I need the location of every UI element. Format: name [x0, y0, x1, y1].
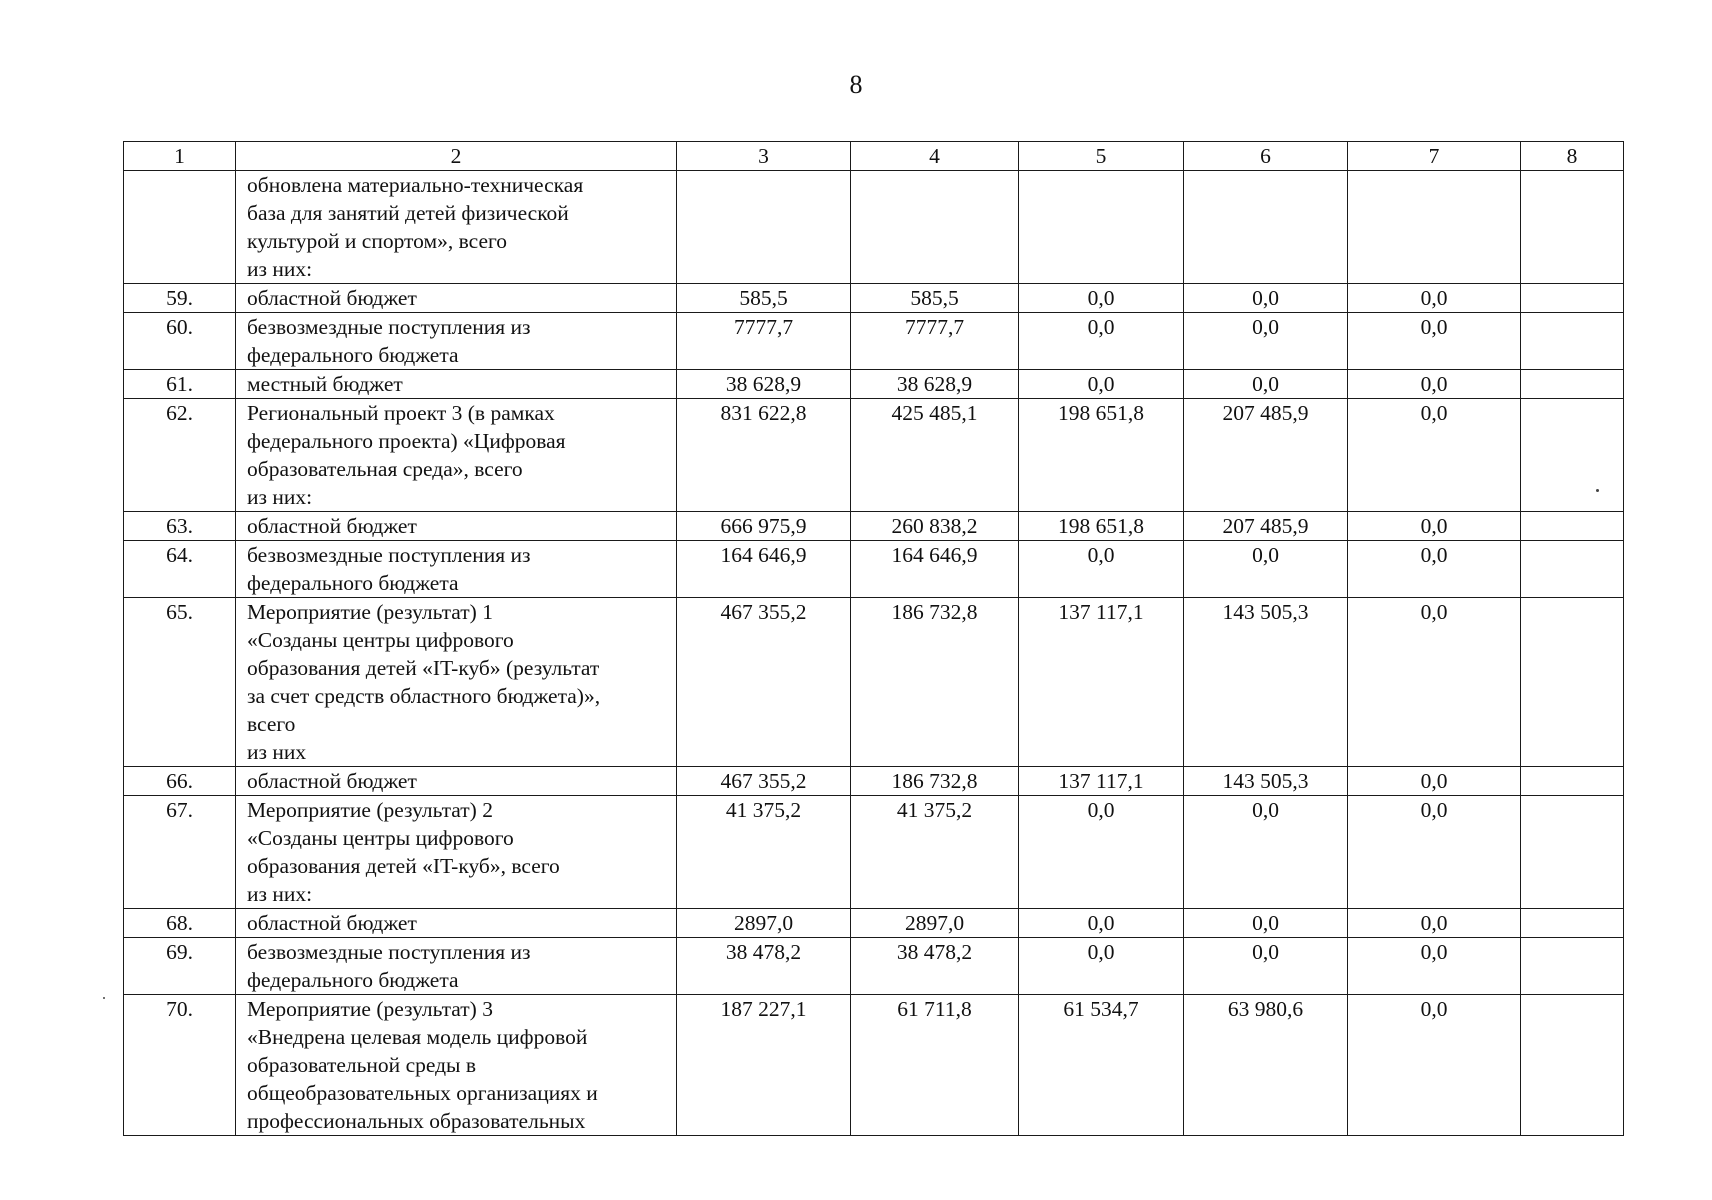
value-cell-4: 186 732,8 [851, 767, 1019, 796]
value-cell-5: 0,0 [1019, 284, 1184, 313]
row-description [236, 284, 677, 313]
table-row [124, 796, 1624, 909]
description-line: областной бюджет [247, 514, 417, 538]
row-number: 60. [124, 313, 236, 370]
description-line: федерального бюджета [247, 968, 459, 992]
value-cell-3: 467 355,2 [677, 767, 851, 796]
value-cell-8 [1521, 938, 1624, 995]
column-header: 6 [1184, 142, 1348, 171]
value-cell-5: 0,0 [1019, 313, 1184, 370]
description-line: образовательной среды в [247, 1053, 477, 1077]
value-cell-6: 63 980,6 [1184, 995, 1348, 1136]
description-line: федерального бюджета [247, 343, 459, 367]
value-cell-5: 198 651,8 [1019, 512, 1184, 541]
row-description [236, 399, 677, 512]
value-cell-4: 585,5 [851, 284, 1019, 313]
description-line: всего [247, 712, 296, 736]
value-cell-7: 0,0 [1348, 399, 1521, 512]
budget-table [123, 141, 1624, 1136]
row-description [236, 171, 677, 284]
table-row [124, 598, 1624, 767]
value-cell-5: 198 651,8 [1019, 399, 1184, 512]
value-cell-5: 61 534,7 [1019, 995, 1184, 1136]
column-header: 2 [236, 142, 677, 171]
value-cell-3: 38 628,9 [677, 370, 851, 399]
description-line: общеобразовательных организациях и [247, 1081, 598, 1105]
value-cell-3: 7777,7 [677, 313, 851, 370]
value-cell-6 [1184, 171, 1348, 284]
row-description [236, 938, 677, 995]
row-number: 61. [124, 370, 236, 399]
column-header: 5 [1019, 142, 1184, 171]
value-cell-6: 0,0 [1184, 909, 1348, 938]
description-line: безвозмездные поступления из [247, 315, 531, 339]
value-cell-8 [1521, 512, 1624, 541]
scan-speck [1596, 489, 1599, 492]
value-cell-5 [1019, 171, 1184, 284]
row-description [236, 796, 677, 909]
description-line: областной бюджет [247, 769, 417, 793]
value-cell-3: 467 355,2 [677, 598, 851, 767]
value-cell-4: 425 485,1 [851, 399, 1019, 512]
description-line: из них: [247, 882, 313, 906]
table-row [124, 938, 1624, 995]
row-number: 66. [124, 767, 236, 796]
value-cell-5: 137 117,1 [1019, 767, 1184, 796]
value-cell-4 [851, 171, 1019, 284]
description-line: «Созданы центры цифрового [247, 628, 514, 652]
description-line: обновлена материально-техническая [247, 173, 584, 197]
description-line: за счет средств областного бюджета)», [247, 684, 601, 708]
value-cell-8 [1521, 399, 1624, 512]
description-line: Региональный проект 3 (в рамках [247, 401, 555, 425]
value-cell-6: 143 505,3 [1184, 767, 1348, 796]
value-cell-6: 0,0 [1184, 796, 1348, 909]
row-description [236, 909, 677, 938]
value-cell-6: 0,0 [1184, 284, 1348, 313]
value-cell-4: 186 732,8 [851, 598, 1019, 767]
value-cell-4: 41 375,2 [851, 796, 1019, 909]
description-line: федерального бюджета [247, 571, 459, 595]
description-line: из них [247, 740, 307, 764]
description-line: безвозмездные поступления из [247, 543, 531, 567]
table-body [124, 142, 1624, 1136]
description-line: «Внедрена целевая модель цифровой [247, 1025, 588, 1049]
description-line: культурой и спортом», всего [247, 229, 508, 253]
description-line: профессиональных образовательных [247, 1109, 586, 1133]
table-row [124, 370, 1624, 399]
row-number: 63. [124, 512, 236, 541]
value-cell-7: 0,0 [1348, 796, 1521, 909]
description-line: «Созданы центры цифрового [247, 826, 514, 850]
value-cell-6: 143 505,3 [1184, 598, 1348, 767]
row-description [236, 767, 677, 796]
row-description [236, 512, 677, 541]
table-row [124, 512, 1624, 541]
value-cell-8 [1521, 767, 1624, 796]
description-line: из них: [247, 485, 313, 509]
row-number: 68. [124, 909, 236, 938]
value-cell-8 [1521, 313, 1624, 370]
value-cell-7: 0,0 [1348, 313, 1521, 370]
value-cell-4: 38 478,2 [851, 938, 1019, 995]
value-cell-7: 0,0 [1348, 512, 1521, 541]
value-cell-5: 0,0 [1019, 541, 1184, 598]
value-cell-5: 0,0 [1019, 938, 1184, 995]
table-row [124, 313, 1624, 370]
value-cell-4: 61 711,8 [851, 995, 1019, 1136]
value-cell-3: 585,5 [677, 284, 851, 313]
column-header: 3 [677, 142, 851, 171]
row-number: 64. [124, 541, 236, 598]
row-description [236, 313, 677, 370]
value-cell-8 [1521, 284, 1624, 313]
row-number [124, 171, 236, 284]
description-line: областной бюджет [247, 286, 417, 310]
value-cell-6: 0,0 [1184, 313, 1348, 370]
value-cell-8 [1521, 995, 1624, 1136]
value-cell-7: 0,0 [1348, 938, 1521, 995]
value-cell-8 [1521, 171, 1624, 284]
value-cell-3: 831 622,8 [677, 399, 851, 512]
value-cell-7 [1348, 171, 1521, 284]
description-line: образования детей «IT-куб» (результат [247, 656, 600, 680]
value-cell-7: 0,0 [1348, 284, 1521, 313]
value-cell-3: 164 646,9 [677, 541, 851, 598]
value-cell-5: 0,0 [1019, 370, 1184, 399]
row-number: 70. [124, 995, 236, 1136]
value-cell-7: 0,0 [1348, 598, 1521, 767]
table-row [124, 399, 1624, 512]
row-number: 65. [124, 598, 236, 767]
value-cell-8 [1521, 370, 1624, 399]
value-cell-6: 0,0 [1184, 938, 1348, 995]
page-number: 8 [849, 70, 863, 99]
value-cell-4: 260 838,2 [851, 512, 1019, 541]
value-cell-8 [1521, 541, 1624, 598]
value-cell-3: 187 227,1 [677, 995, 851, 1136]
description-line: образовательная среда», всего [247, 457, 523, 481]
row-number: 62. [124, 399, 236, 512]
value-cell-8 [1521, 909, 1624, 938]
scan-speck [103, 997, 105, 999]
row-number: 59. [124, 284, 236, 313]
value-cell-4: 164 646,9 [851, 541, 1019, 598]
value-cell-3 [677, 171, 851, 284]
row-description [236, 541, 677, 598]
table-row [124, 909, 1624, 938]
description-line: из них: [247, 257, 313, 281]
column-header: 4 [851, 142, 1019, 171]
value-cell-5: 0,0 [1019, 909, 1184, 938]
description-line: образования детей «IT-куб», всего [247, 854, 560, 878]
description-line: база для занятий детей физической [247, 201, 569, 225]
description-line: областной бюджет [247, 911, 417, 935]
value-cell-7: 0,0 [1348, 370, 1521, 399]
row-description [236, 995, 677, 1136]
value-cell-8 [1521, 598, 1624, 767]
value-cell-3: 38 478,2 [677, 938, 851, 995]
row-description [236, 370, 677, 399]
value-cell-3: 2897,0 [677, 909, 851, 938]
value-cell-6: 207 485,9 [1184, 399, 1348, 512]
row-description [236, 598, 677, 767]
value-cell-6: 207 485,9 [1184, 512, 1348, 541]
table-row [124, 767, 1624, 796]
row-number: 69. [124, 938, 236, 995]
value-cell-3: 666 975,9 [677, 512, 851, 541]
description-line: местный бюджет [247, 372, 403, 396]
value-cell-7: 0,0 [1348, 541, 1521, 598]
description-line: федерального проекта) «Цифровая [247, 429, 566, 453]
value-cell-4: 2897,0 [851, 909, 1019, 938]
value-cell-7: 0,0 [1348, 767, 1521, 796]
value-cell-3: 41 375,2 [677, 796, 851, 909]
row-number: 67. [124, 796, 236, 909]
table-row [124, 995, 1624, 1136]
value-cell-6: 0,0 [1184, 370, 1348, 399]
value-cell-5: 0,0 [1019, 796, 1184, 909]
value-cell-4: 38 628,9 [851, 370, 1019, 399]
value-cell-7: 0,0 [1348, 995, 1521, 1136]
value-cell-5: 137 117,1 [1019, 598, 1184, 767]
description-line: Мероприятие (результат) 2 [247, 798, 493, 822]
table-row [124, 541, 1624, 598]
table-header-row [124, 142, 1624, 171]
value-cell-4: 7777,7 [851, 313, 1019, 370]
value-cell-8 [1521, 796, 1624, 909]
value-cell-6: 0,0 [1184, 541, 1348, 598]
table-row [124, 171, 1624, 284]
column-header: 7 [1348, 142, 1521, 171]
description-line: безвозмездные поступления из [247, 940, 531, 964]
description-line: Мероприятие (результат) 1 [247, 600, 493, 624]
value-cell-7: 0,0 [1348, 909, 1521, 938]
table-row [124, 284, 1624, 313]
column-header: 1 [124, 142, 236, 171]
description-line: Мероприятие (результат) 3 [247, 997, 493, 1021]
column-header: 8 [1521, 142, 1624, 171]
